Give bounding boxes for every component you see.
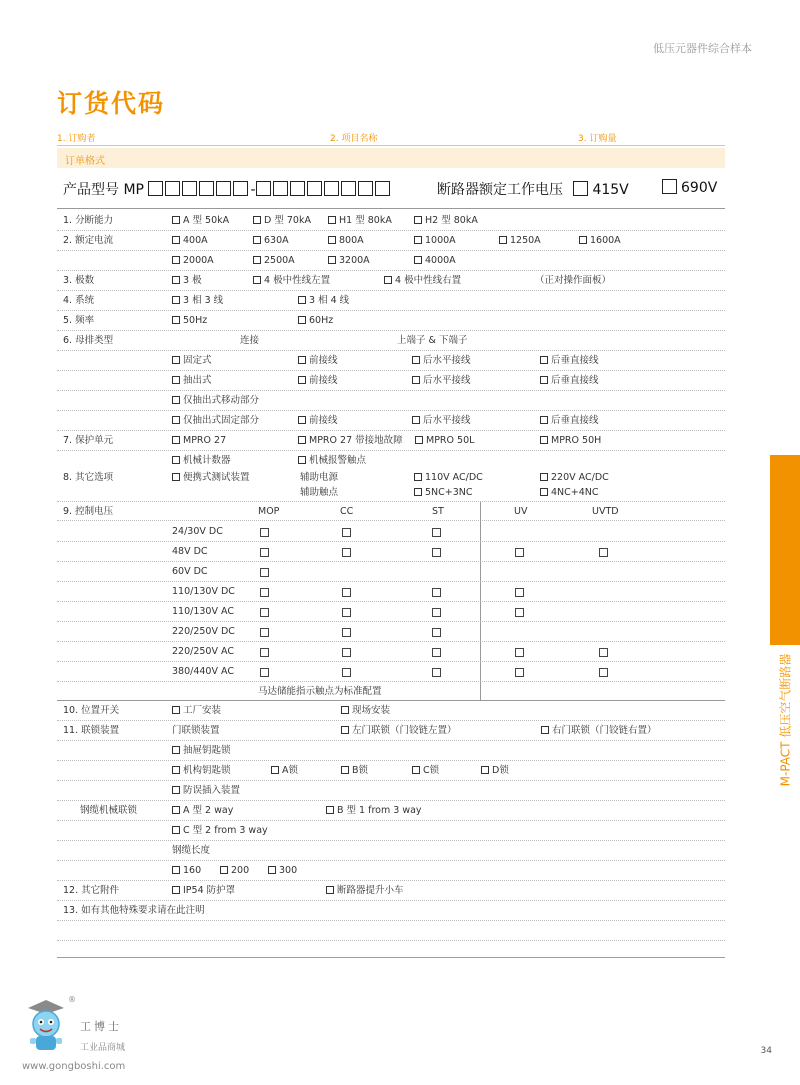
checkbox[interactable]: [172, 416, 180, 424]
v690-checkbox[interactable]: [662, 179, 677, 194]
code-box[interactable]: [256, 181, 271, 196]
r9-label: 9. 控制电压: [63, 506, 114, 517]
v415-label: 415V: [592, 182, 629, 198]
voltage-checkbox[interactable]: [260, 548, 269, 557]
divider: [57, 310, 725, 311]
r6-fixed: 固定式: [172, 355, 212, 367]
r3-note: （正对操作面板）: [535, 275, 612, 286]
side-tab: [770, 455, 800, 645]
checkbox[interactable]: [172, 456, 180, 464]
r2-opt: 2500A: [253, 255, 295, 267]
checkbox[interactable]: [540, 416, 548, 424]
checkbox[interactable]: [172, 256, 180, 264]
code-box[interactable]: [216, 181, 231, 196]
voltage-row-label: 220/250V DC: [172, 626, 235, 637]
r7-opt: MPRO 50H: [540, 435, 601, 447]
code-box[interactable]: [375, 181, 390, 196]
checkbox[interactable]: [415, 436, 423, 444]
voltage-checkbox[interactable]: [432, 608, 441, 617]
r12-opt: IP54 防护罩: [172, 885, 235, 897]
r12-opt: 断路器提升小车: [326, 885, 404, 897]
voltage-checkbox[interactable]: [432, 628, 441, 637]
r8-opt: 4NC+4NC: [540, 487, 599, 499]
checkbox[interactable]: [298, 376, 306, 384]
checkbox[interactable]: [268, 866, 276, 874]
checkbox[interactable]: [540, 356, 548, 364]
divider: [57, 270, 725, 271]
divider: [57, 700, 725, 701]
r11-label: 11. 联锁装置: [63, 725, 120, 736]
checkbox[interactable]: [326, 886, 334, 894]
checkbox[interactable]: [414, 216, 422, 224]
meta-line: [57, 145, 725, 146]
r2-label: 2. 额定电流: [63, 235, 114, 246]
checkbox[interactable]: [412, 766, 420, 774]
checkbox[interactable]: [540, 376, 548, 384]
divider: [57, 800, 725, 801]
r2-opt: 4000A: [414, 255, 456, 267]
r10-opt: 工厂安装: [172, 705, 221, 717]
r7-opt: MPRO 27: [172, 435, 226, 447]
checkbox[interactable]: [253, 236, 261, 244]
r10-label: 10. 位置开关: [63, 705, 120, 716]
checkbox[interactable]: [172, 216, 180, 224]
checkbox[interactable]: [298, 296, 306, 304]
voltage-checkbox[interactable]: [260, 568, 269, 577]
r3-opt: 3 极: [172, 275, 202, 287]
checkbox[interactable]: [271, 766, 279, 774]
checkbox[interactable]: [481, 766, 489, 774]
voltage-row-label: 24/30V DC: [172, 526, 223, 537]
r6-label: 6. 母排类型: [63, 335, 114, 346]
checkbox[interactable]: [298, 436, 306, 444]
checkbox[interactable]: [298, 456, 306, 464]
voltage-row-label: 110/130V DC: [172, 586, 235, 597]
r6-opt: 后水平接线: [412, 375, 471, 387]
col-mop: MOP: [258, 506, 280, 517]
voltage-checkbox[interactable]: [432, 528, 441, 537]
voltage-checkbox[interactable]: [599, 668, 608, 677]
r8-label: 8. 其它选项: [63, 472, 114, 483]
voltage-checkbox[interactable]: [342, 648, 351, 657]
divider: [57, 920, 725, 921]
checkbox[interactable]: [328, 256, 336, 264]
checkbox[interactable]: [172, 866, 180, 874]
voltage-checkbox[interactable]: [432, 588, 441, 597]
bottom-rule: [57, 957, 725, 958]
divider: [57, 621, 725, 622]
col-cc: CC: [340, 506, 354, 517]
checkbox[interactable]: [172, 276, 180, 284]
r8-opt: 机械计数器: [172, 455, 231, 467]
r11-opt: C锁: [412, 765, 439, 777]
checkbox[interactable]: [541, 726, 549, 734]
r11-opt: 机构钥匙锁: [172, 765, 231, 777]
r8-opt: 110V AC/DC: [414, 472, 483, 484]
r6-opt: 后水平接线: [412, 415, 471, 427]
checkbox[interactable]: [579, 236, 587, 244]
checkbox[interactable]: [172, 316, 180, 324]
voltage-checkbox[interactable]: [260, 668, 269, 677]
voltage-row-label: 60V DC: [172, 566, 208, 577]
voltage-checkbox[interactable]: [342, 668, 351, 677]
v690-option: [662, 179, 717, 196]
registered-mark: ®: [68, 995, 76, 1004]
voltage-checkbox[interactable]: [515, 548, 524, 557]
checkbox[interactable]: [328, 236, 336, 244]
qty-label: 3. 订购量: [578, 134, 617, 144]
r8-opt: 机械报警触点: [298, 455, 366, 467]
divider: [57, 760, 725, 761]
v690-label: 690V: [681, 180, 718, 196]
r1-opt: A 型 50kA: [172, 215, 229, 227]
r12-label: 12. 其它附件: [63, 885, 120, 896]
checkbox[interactable]: [341, 766, 349, 774]
r11-opt: 防误插入装置: [172, 785, 240, 797]
code-box[interactable]: [341, 181, 356, 196]
voltage-row-label: 220/250V AC: [172, 646, 234, 657]
logo-url: www.gongboshi.com: [22, 1061, 126, 1072]
r8-aux-power: 辅助电源: [300, 472, 339, 483]
r2-opt: 1000A: [414, 235, 456, 247]
r4-label: 4. 系统: [63, 295, 95, 306]
voltage-label: 断路器额定工作电压: [437, 182, 563, 198]
r5-opt: 60Hz: [298, 315, 333, 327]
checkbox[interactable]: [414, 488, 422, 496]
voltage-checkbox[interactable]: [515, 648, 524, 657]
divider: [57, 681, 725, 682]
checkbox[interactable]: [172, 436, 180, 444]
code-box[interactable]: [199, 181, 214, 196]
divider: [57, 561, 725, 562]
voltage-checkbox[interactable]: [342, 528, 351, 537]
voltage-checkbox[interactable]: [342, 588, 351, 597]
divider: [57, 601, 725, 602]
divider: [57, 541, 725, 542]
r2-opt: 2000A: [172, 255, 214, 267]
r2-opt: 3200A: [328, 255, 370, 267]
mascot-logo-icon: [22, 998, 70, 1054]
checkbox[interactable]: [172, 746, 180, 754]
header-note: 低压元器件综合样本: [653, 42, 752, 55]
voltage-checkbox[interactable]: [342, 628, 351, 637]
page-number: 34: [760, 1046, 772, 1056]
checkbox[interactable]: [172, 376, 180, 384]
divider: [57, 390, 725, 391]
checkbox[interactable]: [499, 236, 507, 244]
divider: [57, 370, 725, 371]
checkbox[interactable]: [172, 786, 180, 794]
divider: [57, 840, 725, 841]
voltage-checkbox[interactable]: [599, 648, 608, 657]
voltage-checkbox[interactable]: [260, 628, 269, 637]
divider: [57, 641, 725, 642]
r4-opt: 3 相 4 线: [298, 295, 349, 307]
voltage-row-label: 380/440V AC: [172, 666, 234, 677]
r2-opt: 1250A: [499, 235, 541, 247]
r2-opt: 400A: [172, 235, 208, 247]
r6-opt: 后垂直接线: [540, 355, 599, 367]
r11-door: 门联锁装置: [172, 725, 220, 736]
divider: [57, 290, 725, 291]
divider: [57, 350, 725, 351]
voltage-checkbox[interactable]: [260, 608, 269, 617]
voltage-selector: [437, 179, 629, 199]
divider: [57, 410, 725, 411]
divider: [57, 740, 725, 741]
divider: [57, 820, 725, 821]
voltage-row-label: 110/130V AC: [172, 606, 234, 617]
r11-opt: 抽屉钥匙锁: [172, 745, 231, 757]
r6-header-terminals: 上端子 & 下端子: [397, 335, 468, 346]
voltage-checkbox[interactable]: [515, 668, 524, 677]
checkbox[interactable]: [172, 706, 180, 714]
checkbox[interactable]: [412, 376, 420, 384]
v415-checkbox[interactable]: [573, 181, 588, 196]
r1-opt: H2 型 80kA: [414, 215, 478, 227]
checkbox[interactable]: [328, 216, 336, 224]
r8-aux-contact: 辅助触点: [300, 487, 339, 498]
order-format-label: 订单格式: [65, 156, 105, 167]
checkbox[interactable]: [298, 416, 306, 424]
code-box[interactable]: [148, 181, 163, 196]
code-box[interactable]: [182, 181, 197, 196]
logo-name: 工博士: [80, 1020, 122, 1033]
divider: [57, 501, 725, 502]
divider: [57, 780, 725, 781]
page-title: 订货代码: [57, 89, 166, 118]
checkbox[interactable]: [298, 316, 306, 324]
r1-opt: D 型 70kA: [253, 215, 311, 227]
voltage-checkbox[interactable]: [260, 528, 269, 537]
divider: [57, 581, 725, 582]
checkbox[interactable]: [326, 806, 334, 814]
voltage-checkbox[interactable]: [342, 548, 351, 557]
checkbox[interactable]: [172, 473, 180, 481]
r9-note: 马达储能指示触点为标准配置: [258, 686, 382, 697]
checkbox[interactable]: [172, 806, 180, 814]
checkbox[interactable]: [172, 826, 180, 834]
product-label: 产品型号 MP: [63, 182, 144, 198]
voltage-checkbox[interactable]: [432, 668, 441, 677]
r6-header-connection: 连接: [240, 335, 260, 346]
r7-opt: MPRO 50L: [415, 435, 474, 447]
checkbox[interactable]: [384, 276, 392, 284]
checkbox[interactable]: [172, 296, 180, 304]
r11-opt: 左门联锁（门铰链左置）: [341, 725, 457, 737]
r6-moving: 仅抽出式移动部分: [172, 395, 259, 407]
r8-opt: 5NC+3NC: [414, 487, 473, 499]
r8-opt: 220V AC/DC: [540, 472, 609, 484]
checkbox[interactable]: [412, 416, 420, 424]
r6-opt: 后水平接线: [412, 355, 471, 367]
divider: [57, 720, 725, 721]
r1-label: 1. 分断能力: [63, 215, 114, 226]
checkbox[interactable]: [298, 356, 306, 364]
r6-draw: 抽出式: [172, 375, 212, 387]
r11-opt: 300: [268, 865, 297, 877]
r6-opt: 前接线: [298, 375, 338, 387]
code-box[interactable]: [290, 181, 305, 196]
r10-opt: 现场安装: [341, 705, 390, 717]
voltage-checkbox[interactable]: [432, 648, 441, 657]
r2-opt: 630A: [253, 235, 289, 247]
r11-opt: A锁: [271, 765, 298, 777]
checkbox[interactable]: [414, 256, 422, 264]
checkbox[interactable]: [540, 488, 548, 496]
order-format-bar: [57, 148, 725, 168]
divider: [57, 900, 725, 901]
checkbox[interactable]: [253, 256, 261, 264]
r8-opt: 便携式测试装置: [172, 472, 250, 484]
r11-opt: D锁: [481, 765, 509, 777]
code-box[interactable]: [358, 181, 373, 196]
voltage-checkbox[interactable]: [342, 608, 351, 617]
divider: [57, 880, 725, 881]
code-box[interactable]: [165, 181, 180, 196]
voltage-checkbox[interactable]: [515, 588, 524, 597]
checkbox[interactable]: [341, 706, 349, 714]
product-code: 产品型号 MP -: [63, 179, 392, 199]
r3-label: 3. 极数: [63, 275, 95, 286]
divider: [57, 520, 725, 521]
voltage-row-label: 48V DC: [172, 546, 208, 557]
checkbox[interactable]: [220, 866, 228, 874]
r4-opt: 3 相 3 线: [172, 295, 223, 307]
divider: [57, 940, 725, 941]
checkbox[interactable]: [414, 473, 422, 481]
r6-opt: 后垂直接线: [540, 375, 599, 387]
checkbox[interactable]: [412, 356, 420, 364]
divider: [57, 661, 725, 662]
logo-subtitle: 工业品商城: [80, 1043, 126, 1053]
voltage-checkbox[interactable]: [260, 648, 269, 657]
checkbox[interactable]: [172, 236, 180, 244]
voltage-checkbox[interactable]: [599, 548, 608, 557]
code-box[interactable]: [273, 181, 288, 196]
r3-opt: 4 极中性线左置: [253, 275, 330, 287]
checkbox[interactable]: [253, 276, 261, 284]
code-box[interactable]: [233, 181, 248, 196]
r2-opt: 1600A: [579, 235, 621, 247]
r6-opt: 前接线: [298, 355, 338, 367]
r7-opt: MPRO 27 带接地故障: [298, 435, 403, 447]
orderer-label: 1. 订购者: [57, 134, 96, 144]
code-box[interactable]: [307, 181, 322, 196]
code-box[interactable]: [324, 181, 339, 196]
r11-opt: 200: [220, 865, 249, 877]
checkbox[interactable]: [540, 473, 548, 481]
r11-opt: 右门联锁（门铰链右置）: [541, 725, 657, 737]
checkbox[interactable]: [540, 436, 548, 444]
checkbox[interactable]: [172, 356, 180, 364]
checkbox[interactable]: [172, 396, 180, 404]
checkbox[interactable]: [341, 726, 349, 734]
divider: [57, 450, 725, 451]
r11-len: 钢缆长度: [172, 845, 211, 856]
r11-cable: 钢缆机械联锁: [80, 805, 138, 816]
divider: [57, 208, 725, 209]
r13-label: 13. 如有其他特殊要求请在此注明: [63, 905, 205, 916]
divider: [57, 330, 725, 331]
voltage-checkbox[interactable]: [260, 588, 269, 597]
r7-label: 7. 保护单元: [63, 435, 114, 446]
r6-fixedpart: 仅抽出式固定部分: [172, 415, 259, 427]
r3-opt: 4 极中性线右置: [384, 275, 461, 287]
col-st: ST: [432, 506, 444, 517]
r11-opt: 160: [172, 865, 201, 877]
r6-opt: 后垂直接线: [540, 415, 599, 427]
r5-label: 5. 频率: [63, 315, 95, 326]
voltage-checkbox[interactable]: [515, 608, 524, 617]
r1-opt: H1 型 80kA: [328, 215, 392, 227]
r11-opt: A 型 2 way: [172, 805, 233, 817]
col-uvtd: UVTD: [592, 506, 619, 517]
col-uv: UV: [514, 506, 528, 517]
divider: [57, 230, 725, 231]
checkbox[interactable]: [414, 236, 422, 244]
r11-opt: C 型 2 from 3 way: [172, 825, 268, 837]
r11-opt: B锁: [341, 765, 368, 777]
r5-opt: 50Hz: [172, 315, 207, 327]
divider: [57, 860, 725, 861]
divider: [57, 430, 725, 431]
r11-opt: B 型 1 from 3 way: [326, 805, 422, 817]
checkbox[interactable]: [172, 886, 180, 894]
side-title: M-PACT 低压空气断路器: [778, 653, 793, 787]
r6-opt: 前接线: [298, 415, 338, 427]
voltage-checkbox[interactable]: [432, 548, 441, 557]
checkbox[interactable]: [253, 216, 261, 224]
checkbox[interactable]: [172, 766, 180, 774]
project-label: 2. 项目名称: [330, 134, 378, 144]
divider: [57, 250, 725, 251]
r2-opt: 800A: [328, 235, 364, 247]
